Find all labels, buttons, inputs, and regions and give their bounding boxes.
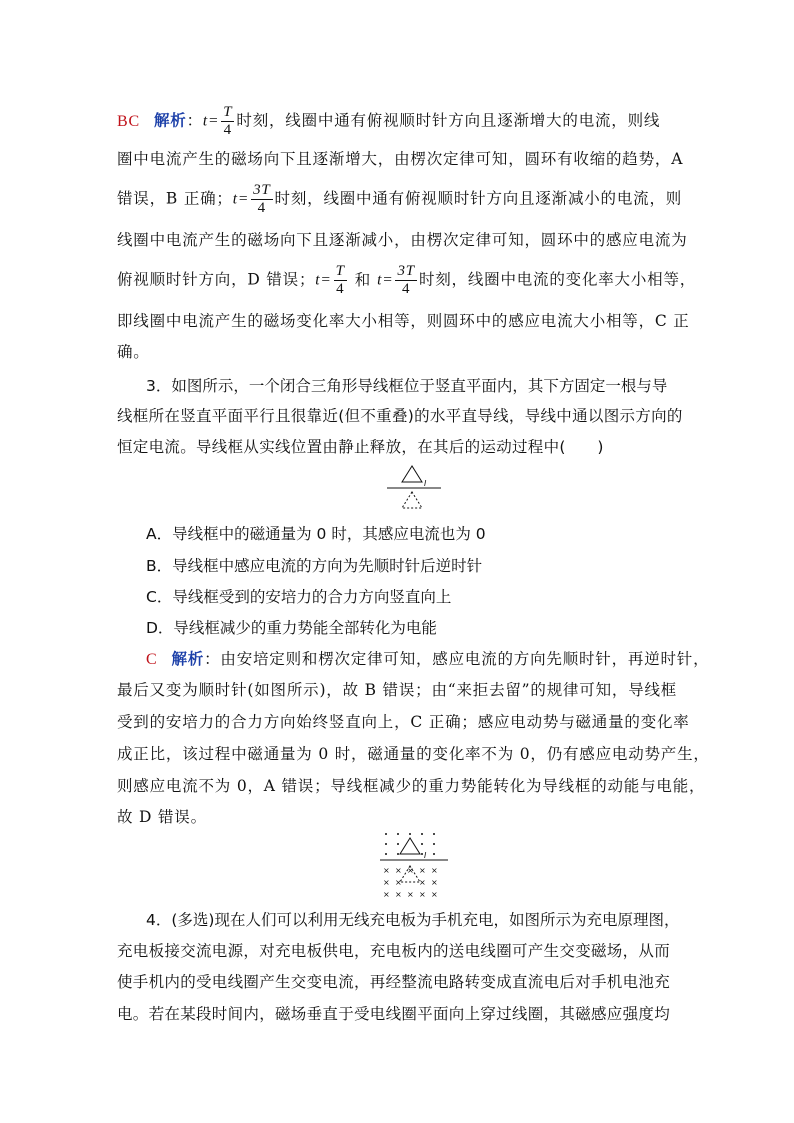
answer-label: BC <box>117 112 140 130</box>
analysis-line-6: 即线圈中电流产生的磁场变化率大小相等，则圆环中的感应电流大小相等，C 正 <box>117 312 690 330</box>
fraction: $\frac{T}{4}$ <box>335 263 345 297</box>
svg-text:×: × <box>383 866 390 875</box>
analysis-label: 解析 <box>171 650 205 668</box>
question-4-line-2: 充电板接交流电源，对充电板供电，充电板内的送电线圈可产生交变磁场，从而 <box>117 942 671 960</box>
fraction: $\frac{3T}{4}$ <box>253 182 271 216</box>
svg-text:×: × <box>419 878 426 887</box>
fraction: $\frac{T}{4}$ <box>223 104 233 138</box>
q3-analysis-line-4: 成正比，该过程中磁通量为 0 时，磁通量的变化率不为 0，仍有感应电动势产生， <box>117 745 710 763</box>
svg-text:×: × <box>407 890 414 899</box>
answer-label: C <box>146 651 158 668</box>
question-3-line-1: 3．如图所示，一个闭合三角形导线框位于竖直平面内，其下方固定一根与导 <box>146 377 668 395</box>
question-4-line-4: 电。若在某段时间内，磁场垂直于受电线圈平面向上穿过线圈，其磁感应强度均 <box>117 1005 671 1023</box>
option-c: C．导线框受到的安培力的合力方向竖直向上 <box>146 588 452 606</box>
question-4-line-3: 使手机内的受电线圈产生交变电流，再经整流电路转变成直流电后对手机电池充 <box>117 973 671 991</box>
svg-text:×: × <box>431 890 438 899</box>
question-3-line-2: 线框所在竖直平面平行且很靠近(但不重叠)的水平直导线，导线中通以图示方向的 <box>117 407 683 425</box>
current-label: I <box>424 479 427 488</box>
option-d: D．导线框减少的重力势能全部转化为电能 <box>146 619 437 637</box>
dashed-triangle <box>402 492 422 508</box>
triangle-wire-figure <box>384 462 444 512</box>
option-a: A．导线框中的磁通量为 0 时，其感应电流也为 0 <box>146 525 486 543</box>
solid-triangle <box>400 838 420 854</box>
analysis-line-2: 圈中电流产生的磁场向下且逐渐增大，由楞次定律可知，圆环有收缩的趋势，A <box>117 150 684 168</box>
q3-analysis-line-6: 故 D 错误。 <box>117 808 207 826</box>
current-label: I <box>424 851 427 860</box>
fraction: $\frac{3T}{4}$ <box>397 263 415 297</box>
q3-analysis-line-5: 则感应电流不为 0，A 错误；导线框减少的重力势能转化为导线框的动能与电能， <box>117 777 706 795</box>
svg-text:×: × <box>395 866 402 875</box>
q3-analysis-line-2: 最后又变为顺时针(如图所示)，故 B 错误；由“来拒去留”的规律可知，导线框 <box>117 681 678 699</box>
question-4-line-1: 4．(多选)现在人们可以利用无线充电板为手机充电，如图所示为充电原理图， <box>146 911 680 929</box>
svg-text:×: × <box>395 890 402 899</box>
analysis-line-4: 线圈中电流产生的磁场向下且逐渐减小，由楞次定律可知，圆环中的感应电流为 <box>117 231 688 249</box>
magnetic-field-figure <box>378 828 450 902</box>
dots-field <box>385 833 435 855</box>
option-b: B．导线框中感应电流的方向为先顺时针后逆时针 <box>146 557 483 575</box>
svg-text:×: × <box>431 866 438 875</box>
svg-text:×: × <box>431 878 438 887</box>
svg-text:×: × <box>407 866 414 875</box>
svg-text:×: × <box>383 878 390 887</box>
svg-text:×: × <box>383 890 390 899</box>
analysis-label: 解析 <box>153 110 187 130</box>
solid-triangle <box>402 466 422 482</box>
analysis-line-3: 错误，B 正确；t= $\frac{3T}{4}$ 时刻，线圈中通有俯视顺时针方向且逐渐减小的电流，则 <box>117 182 683 216</box>
svg-text:×: × <box>395 878 402 887</box>
analysis-line-7: 确。 <box>117 343 150 361</box>
question-3-line-3: 恒定电流。导线框从实线位置由静止释放，在其后的运动过程中( ) <box>117 438 604 456</box>
q3-analysis-line-1: C 解析：由安培定则和楞次定律可知，感应电流的方向先顺时针，再逆时针， <box>146 650 710 668</box>
svg-text:×: × <box>419 866 426 875</box>
svg-text:×: × <box>419 890 426 899</box>
analysis-line-1: BC 解析：t= $\frac{T}{4}$ 时刻，线圈中通有俯视顺时针方向且逐渐增大的电流，则线 <box>117 104 661 138</box>
q3-analysis-line-3: 受到的安培力的合力方向始终竖直向上，C 正确；感应电动势与磁通量的变化率 <box>117 713 690 731</box>
analysis-line-5: 俯视顺时针方向，D 错误；t= $\frac{T}{4}$ 和 t= $\frac{3T}{4}$ 时刻，线圈中电流的变化率大小相等， <box>117 263 697 297</box>
